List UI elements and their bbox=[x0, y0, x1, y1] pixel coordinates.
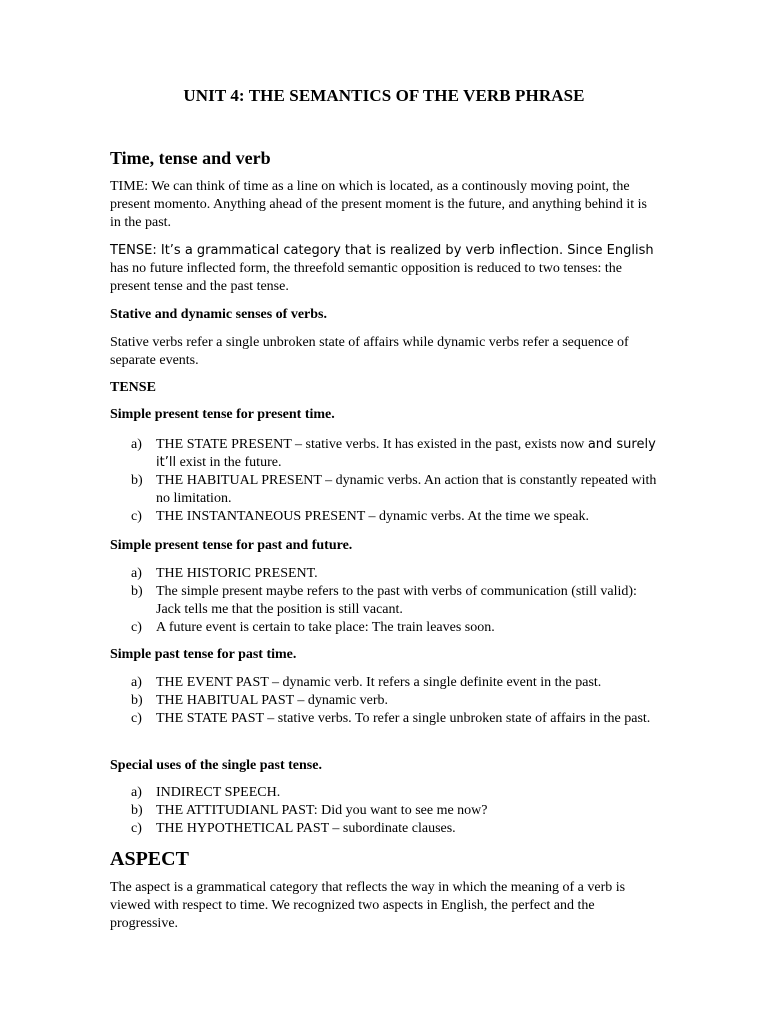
list-item-text: The simple present maybe refers to the past with verbs of communication (still valid): Jack tells me that the position is still vacant. bbox=[156, 584, 637, 617]
list-marker: c) bbox=[131, 620, 142, 635]
page-title: UNIT 4: THE SEMANTICS OF THE VERB PHRASE bbox=[183, 86, 585, 105]
list-item bbox=[131, 583, 658, 619]
list-item-text: THE HABITUAL PAST – dynamic verb. bbox=[156, 693, 389, 708]
list-marker: c) bbox=[131, 821, 142, 836]
list-marker: a) bbox=[131, 785, 142, 800]
list-item-text: THE HYPOTHETICAL PAST – subordinate clauses. bbox=[156, 821, 456, 836]
list-item bbox=[131, 820, 658, 838]
list-item-text: THE HABITUAL PRESENT – dynamic verbs. An action that is constantly repeated with no limitation. bbox=[156, 473, 657, 506]
paragraph-time: TIME: We can think of time as a line on which is located, as a continously moving point, the present momento. Anything ahead of the present moment is the future, and anything behind it is in the past. bbox=[110, 179, 647, 230]
section-heading-aspect: ASPECT bbox=[110, 848, 189, 870]
list-item bbox=[131, 619, 658, 637]
list-item-text: THE INSTANTANEOUS PRESENT – dynamic verbs. At the time we speak. bbox=[156, 509, 590, 524]
list-item-text: INDIRECT SPEECH. bbox=[156, 785, 281, 800]
list-marker: a) bbox=[131, 675, 142, 690]
list-item bbox=[131, 472, 658, 508]
list-item bbox=[131, 802, 658, 820]
list-item bbox=[131, 674, 658, 692]
section-heading-time-tense-verb: Time, tense and verb bbox=[110, 148, 271, 168]
list-item-text: THE STATE PAST – stative verbs. To refer a single unbroken state of affairs in the past. bbox=[156, 711, 651, 726]
paragraph-tense-rest: has no future inflected form, the threefold semantic opposition is reduced to two tenses: the present tense and the past tense. bbox=[110, 261, 623, 294]
list-item bbox=[131, 692, 658, 710]
paragraph-stative: Stative verbs refer a single unbroken state of affairs while dynamic verbs refer a sequence of separate events. bbox=[110, 335, 629, 368]
subheading-stative-dynamic: Stative and dynamic senses of verbs. bbox=[110, 307, 328, 322]
list-marker: a) bbox=[131, 566, 142, 581]
list-present-for-present bbox=[131, 436, 658, 526]
list-item bbox=[131, 784, 658, 802]
paragraph-aspect: The aspect is a grammatical category that reflects the way in which the meaning of a verb is viewed with respect to time. We recognized two aspects in English, the perfect and the progressive. bbox=[110, 880, 626, 931]
list-item-text: THE EVENT PAST – dynamic verb. It refers a single definite event in the past. bbox=[156, 675, 602, 690]
list-item-text-rest: exist in the future. bbox=[176, 455, 282, 470]
list-item-text: A future event is certain to take place: The train leaves soon. bbox=[156, 620, 495, 635]
list-marker: c) bbox=[131, 711, 142, 726]
subheading-tense: TENSE bbox=[110, 380, 156, 395]
list-item bbox=[131, 710, 658, 728]
list-item bbox=[131, 565, 658, 583]
list-past-for-past bbox=[131, 674, 658, 728]
subheading-present-for-past-future: Simple present tense for past and future. bbox=[110, 538, 353, 553]
list-marker: b) bbox=[131, 803, 143, 818]
list-present-for-past-future bbox=[131, 565, 658, 637]
paragraph-tense-lead: TENSE: It’s a grammatical category that is realized by verb inflection. Since English bbox=[110, 243, 654, 258]
list-marker: b) bbox=[131, 693, 143, 708]
list-marker: c) bbox=[131, 509, 142, 524]
list-item bbox=[131, 508, 658, 526]
list-item bbox=[131, 436, 658, 472]
list-item-text: THE STATE PRESENT – stative verbs. It has existed in the past, exists now bbox=[156, 437, 585, 452]
list-marker: a) bbox=[131, 437, 142, 452]
list-item-text: THE ATTITUDIANL PAST: Did you want to see me now? bbox=[156, 803, 488, 818]
list-special-uses bbox=[131, 784, 658, 838]
subheading-special-uses: Special uses of the single past tense. bbox=[110, 758, 322, 773]
list-item-text: THE HISTORIC PRESENT. bbox=[156, 566, 318, 581]
list-marker: b) bbox=[131, 584, 143, 599]
subheading-present-for-present: Simple present tense for present time. bbox=[110, 407, 335, 422]
list-marker: b) bbox=[131, 473, 143, 488]
paragraph-tense bbox=[110, 242, 658, 296]
subheading-past-for-past: Simple past tense for past time. bbox=[110, 647, 297, 662]
list-item-text-sans: and surely it’ll bbox=[156, 437, 656, 470]
